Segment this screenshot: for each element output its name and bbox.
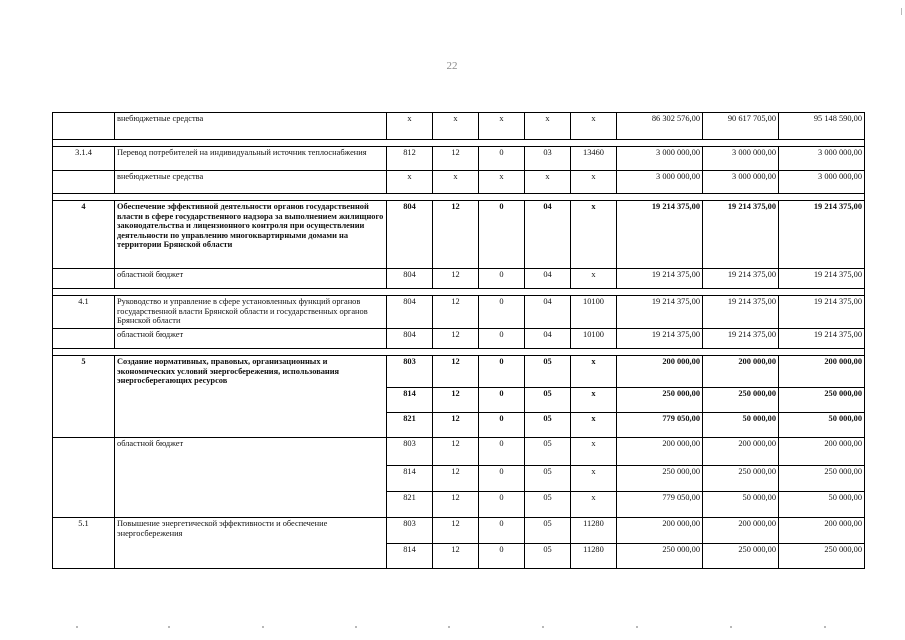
- table-row: [53, 201, 865, 269]
- cell-pr: 0: [479, 544, 525, 569]
- cell-ks: х: [525, 171, 571, 194]
- cell-year3: 19 214 375,00: [779, 201, 865, 269]
- cell-grbs: х: [387, 171, 433, 194]
- cell-ks: 03: [525, 147, 571, 171]
- cell-grbs: 814: [387, 466, 433, 492]
- row-gap: [53, 194, 865, 201]
- table-row: [53, 329, 865, 349]
- cell-pr: 0: [479, 201, 525, 269]
- cell-year2: 19 214 375,00: [703, 329, 779, 349]
- table-row: [53, 518, 865, 544]
- cell-year2: 200 000,00: [703, 438, 779, 466]
- cell-grbs: 814: [387, 388, 433, 413]
- row-number: 5.1: [53, 518, 115, 569]
- cell-year1: 779 050,00: [617, 492, 703, 518]
- cell-year1: 250 000,00: [617, 388, 703, 413]
- row-name: Обеспечение эффективной деятельности органов государственной власти в сфере государственного надзора за выполнением жилищного законодательства и лицензионного контроля при осуществлении деятельности по управлению многоквартирными домами на территории Брянской области: [115, 201, 387, 269]
- cell-year3: 200 000,00: [779, 438, 865, 466]
- cell-year1: 3 000 000,00: [617, 147, 703, 171]
- cell-rz: 12: [433, 147, 479, 171]
- cell-rz: 12: [433, 269, 479, 289]
- cell-rz: 12: [433, 544, 479, 569]
- cell-year3: 200 000,00: [779, 518, 865, 544]
- scan-mark: [901, 8, 902, 15]
- cell-year2: 90 617 705,00: [703, 113, 779, 140]
- cell-rz: 12: [433, 388, 479, 413]
- table-row: [53, 356, 865, 388]
- cell-ks: 05: [525, 388, 571, 413]
- row-number: [53, 438, 115, 518]
- row-number: 3.1.4: [53, 147, 115, 171]
- cell-year1: 86 302 576,00: [617, 113, 703, 140]
- cell-year1: 200 000,00: [617, 518, 703, 544]
- cell-rz: 12: [433, 492, 479, 518]
- cell-pr: 0: [479, 296, 525, 329]
- cell-ks: 04: [525, 329, 571, 349]
- cell-grbs: 814: [387, 544, 433, 569]
- scan-dot: [76, 626, 78, 628]
- row-number: [53, 171, 115, 194]
- cell-year3: 19 214 375,00: [779, 329, 865, 349]
- cell-kr: х: [571, 269, 617, 289]
- cell-ks: 04: [525, 296, 571, 329]
- cell-grbs: 804: [387, 201, 433, 269]
- cell-ks: 04: [525, 269, 571, 289]
- cell-year3: 250 000,00: [779, 544, 865, 569]
- cell-kr: 11280: [571, 518, 617, 544]
- cell-year1: 19 214 375,00: [617, 201, 703, 269]
- cell-year3: 250 000,00: [779, 388, 865, 413]
- cell-year1: 3 000 000,00: [617, 171, 703, 194]
- cell-grbs: 803: [387, 438, 433, 466]
- cell-pr: х: [479, 171, 525, 194]
- cell-ks: 04: [525, 201, 571, 269]
- row-name: областной бюджет: [115, 269, 387, 289]
- cell-rz: 12: [433, 518, 479, 544]
- cell-ks: 05: [525, 438, 571, 466]
- row-gap: [53, 140, 865, 147]
- cell-year2: 19 214 375,00: [703, 201, 779, 269]
- cell-year3: 19 214 375,00: [779, 296, 865, 329]
- cell-rz: 12: [433, 438, 479, 466]
- cell-year3: 250 000,00: [779, 466, 865, 492]
- cell-kr: х: [571, 356, 617, 388]
- cell-pr: 0: [479, 438, 525, 466]
- table-row: [53, 269, 865, 289]
- scan-dot: [168, 626, 170, 628]
- cell-rz: х: [433, 113, 479, 140]
- cell-pr: 0: [479, 388, 525, 413]
- cell-year2: 250 000,00: [703, 466, 779, 492]
- cell-ks: 05: [525, 492, 571, 518]
- cell-year3: 19 214 375,00: [779, 269, 865, 289]
- scan-dot: [355, 626, 357, 628]
- row-name: внебюджетные средства: [115, 113, 387, 140]
- cell-rz: 12: [433, 466, 479, 492]
- table-row: [53, 147, 865, 171]
- cell-year2: 250 000,00: [703, 544, 779, 569]
- scan-dot: [448, 626, 450, 628]
- cell-grbs: 804: [387, 296, 433, 329]
- cell-kr: х: [571, 438, 617, 466]
- cell-year2: 50 000,00: [703, 413, 779, 438]
- row-name: внебюджетные средства: [115, 171, 387, 194]
- cell-year1: 19 214 375,00: [617, 329, 703, 349]
- row-name: Повышение энергетической эффективности и обеспечение энергосбережения: [115, 518, 387, 569]
- cell-rz: 12: [433, 296, 479, 329]
- cell-ks: 05: [525, 544, 571, 569]
- cell-kr: 13460: [571, 147, 617, 171]
- cell-year1: 19 214 375,00: [617, 269, 703, 289]
- cell-kr: х: [571, 113, 617, 140]
- cell-pr: 0: [479, 492, 525, 518]
- row-gap: [53, 289, 865, 296]
- row-name: Руководство и управление в сфере установленных функций органов государственной власти Брянской области и государственных органов Брянской области: [115, 296, 387, 329]
- cell-rz: 12: [433, 329, 479, 349]
- cell-kr: х: [571, 466, 617, 492]
- row-number: [53, 269, 115, 289]
- row-name: Создание нормативных, правовых, организационных и экономических условий энергосбережения, использования энергосберегающих ресурсов: [115, 356, 387, 438]
- cell-year2: 200 000,00: [703, 518, 779, 544]
- cell-year3: 50 000,00: [779, 413, 865, 438]
- cell-pr: 0: [479, 329, 525, 349]
- cell-rz: х: [433, 171, 479, 194]
- cell-kr: х: [571, 492, 617, 518]
- cell-kr: 11280: [571, 544, 617, 569]
- page-number: 22: [446, 60, 458, 72]
- cell-year1: 779 050,00: [617, 413, 703, 438]
- cell-grbs: 804: [387, 269, 433, 289]
- cell-year1: 200 000,00: [617, 438, 703, 466]
- table-row: [53, 171, 865, 194]
- cell-ks: 05: [525, 518, 571, 544]
- table-row: [53, 438, 865, 466]
- cell-year3: 3 000 000,00: [779, 147, 865, 171]
- row-number: [53, 113, 115, 140]
- cell-grbs: 821: [387, 413, 433, 438]
- cell-grbs: 821: [387, 492, 433, 518]
- cell-kr: х: [571, 171, 617, 194]
- cell-year2: 200 000,00: [703, 356, 779, 388]
- cell-year3: 3 000 000,00: [779, 171, 865, 194]
- cell-grbs: 803: [387, 356, 433, 388]
- cell-year2: 250 000,00: [703, 388, 779, 413]
- row-name: областной бюджет: [115, 438, 387, 518]
- cell-year2: 50 000,00: [703, 492, 779, 518]
- cell-kr: х: [571, 388, 617, 413]
- budget-table: [52, 112, 865, 569]
- cell-rz: 12: [433, 413, 479, 438]
- cell-pr: 0: [479, 413, 525, 438]
- cell-year2: 3 000 000,00: [703, 147, 779, 171]
- scan-dot: [542, 626, 544, 628]
- cell-pr: 0: [479, 356, 525, 388]
- cell-grbs: 803: [387, 518, 433, 544]
- row-gap: [53, 349, 865, 356]
- scan-dot: [730, 626, 732, 628]
- cell-kr: 10100: [571, 329, 617, 349]
- row-name: Перевод потребителей на индивидуальный источник теплоснабжения: [115, 147, 387, 171]
- cell-year1: 250 000,00: [617, 466, 703, 492]
- row-number: 4.1: [53, 296, 115, 329]
- cell-year1: 19 214 375,00: [617, 296, 703, 329]
- cell-year3: 50 000,00: [779, 492, 865, 518]
- scan-dot: [262, 626, 264, 628]
- table-row: [53, 296, 865, 329]
- cell-kr: 10100: [571, 296, 617, 329]
- cell-year2: 3 000 000,00: [703, 171, 779, 194]
- cell-year3: 200 000,00: [779, 356, 865, 388]
- scan-dot: [824, 626, 826, 628]
- row-number: [53, 329, 115, 349]
- cell-rz: 12: [433, 201, 479, 269]
- cell-ks: 05: [525, 413, 571, 438]
- cell-pr: 0: [479, 269, 525, 289]
- cell-grbs: х: [387, 113, 433, 140]
- cell-kr: х: [571, 201, 617, 269]
- cell-rz: 12: [433, 356, 479, 388]
- cell-pr: 0: [479, 518, 525, 544]
- row-number: 5: [53, 356, 115, 438]
- cell-grbs: 804: [387, 329, 433, 349]
- cell-ks: 05: [525, 356, 571, 388]
- row-name: областной бюджет: [115, 329, 387, 349]
- cell-year2: 19 214 375,00: [703, 296, 779, 329]
- table-row: [53, 113, 865, 140]
- cell-kr: х: [571, 413, 617, 438]
- cell-year1: 200 000,00: [617, 356, 703, 388]
- cell-year3: 95 148 590,00: [779, 113, 865, 140]
- scan-dot: [636, 626, 638, 628]
- cell-pr: х: [479, 113, 525, 140]
- cell-grbs: 812: [387, 147, 433, 171]
- cell-year1: 250 000,00: [617, 544, 703, 569]
- cell-ks: х: [525, 113, 571, 140]
- cell-pr: 0: [479, 466, 525, 492]
- cell-year2: 19 214 375,00: [703, 269, 779, 289]
- cell-ks: 05: [525, 466, 571, 492]
- row-number: 4: [53, 201, 115, 269]
- cell-pr: 0: [479, 147, 525, 171]
